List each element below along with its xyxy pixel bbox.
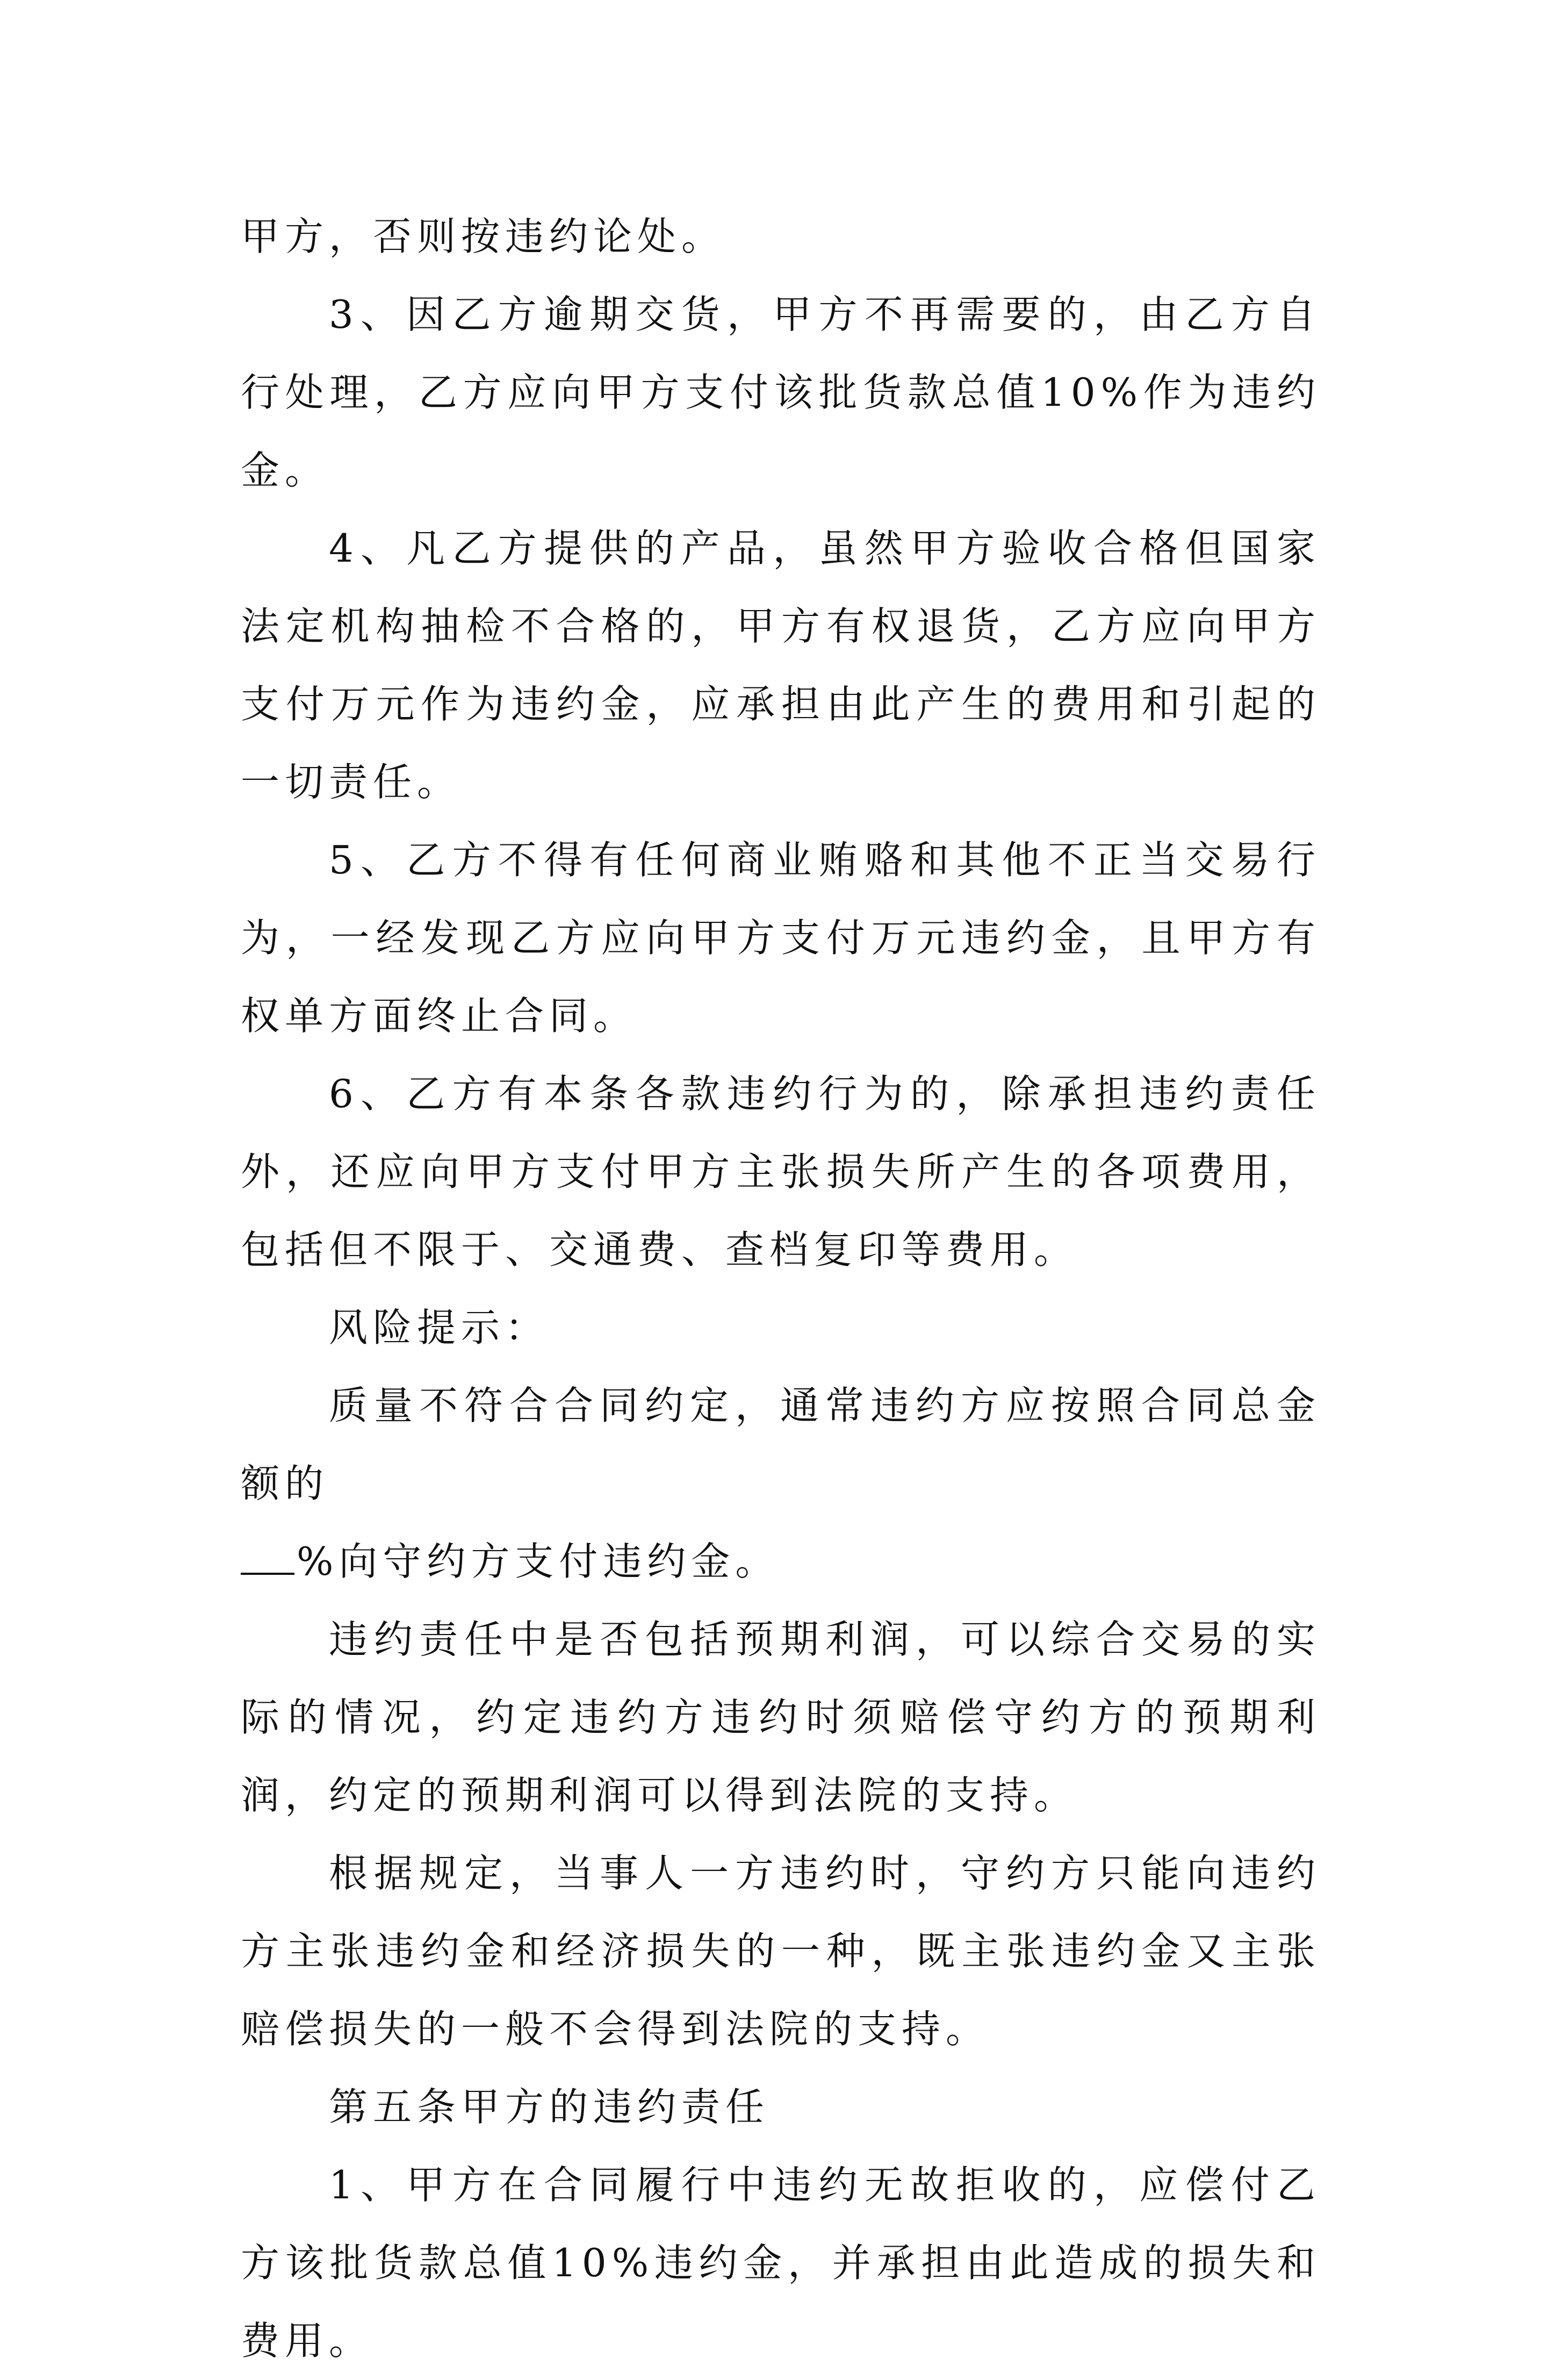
clause-5: 5、乙方不得有任何商业贿赂和其他不正当交易行为，一经发现乙方应向甲方支付万元违约金，且甲方有权单方面终止合同。 (241, 837, 1321, 1038)
paragraph-continuation: 甲方，否则按违约论处。 (241, 214, 726, 259)
article-5-clause-1: 1、甲方在合同履行中违约无故拒收的，应偿付乙方该批货款总值10%违约金，并承担由此造成的损失和费用。 (241, 2162, 1321, 2363)
risk-notice-expected-profit: 违约责任中是否包括预期利润，可以综合交易的实际的情况，约定违约方违约时须赔偿守约方的预期利润，约定的预期利润可以得到法院的支持。 (241, 1617, 1321, 1818)
article-5-heading: 第五条甲方的违约责任 (329, 2084, 770, 2130)
clause-6: 6、乙方有本条各款违约行为的，除承担违约责任外，还应向甲方支付甲方主张损失所产生的各项费用，包括但不限于、交通费、查档复印等费用。 (241, 1071, 1321, 1272)
document-body (241, 198, 1321, 2380)
clause-3: 3、因乙方逾期交货，甲方不再需要的，由乙方自行处理，乙方应向甲方支付该批货款总值10%作为违约金。 (241, 292, 1321, 493)
risk-notice-damages-rule: 根据规定，当事人一方违约时，守约方只能向违约方主张违约金和经济损失的一种，既主张违约金又主张赔偿损失的一般不会得到法院的支持。 (241, 1851, 1321, 2052)
risk-notice-heading: 风险提示： (329, 1305, 550, 1350)
clause-4: 4、凡乙方提供的产品，虽然甲方验收合格但国家法定机构抽检不合格的，甲方有权退货，乙方应向甲方支付万元作为违约金，应承担由此产生的费用和引起的一切责任。 (241, 526, 1321, 805)
fill-in-blank (241, 1538, 294, 1575)
risk-notice-quality-tail: %向守约方支付违约金。 (297, 1539, 780, 1584)
risk-notice-quality-continued (241, 1523, 1321, 1601)
risk-notice-quality: 质量不符合合同约定，通常违约方应按照合同总金额的 (241, 1383, 1321, 1506)
